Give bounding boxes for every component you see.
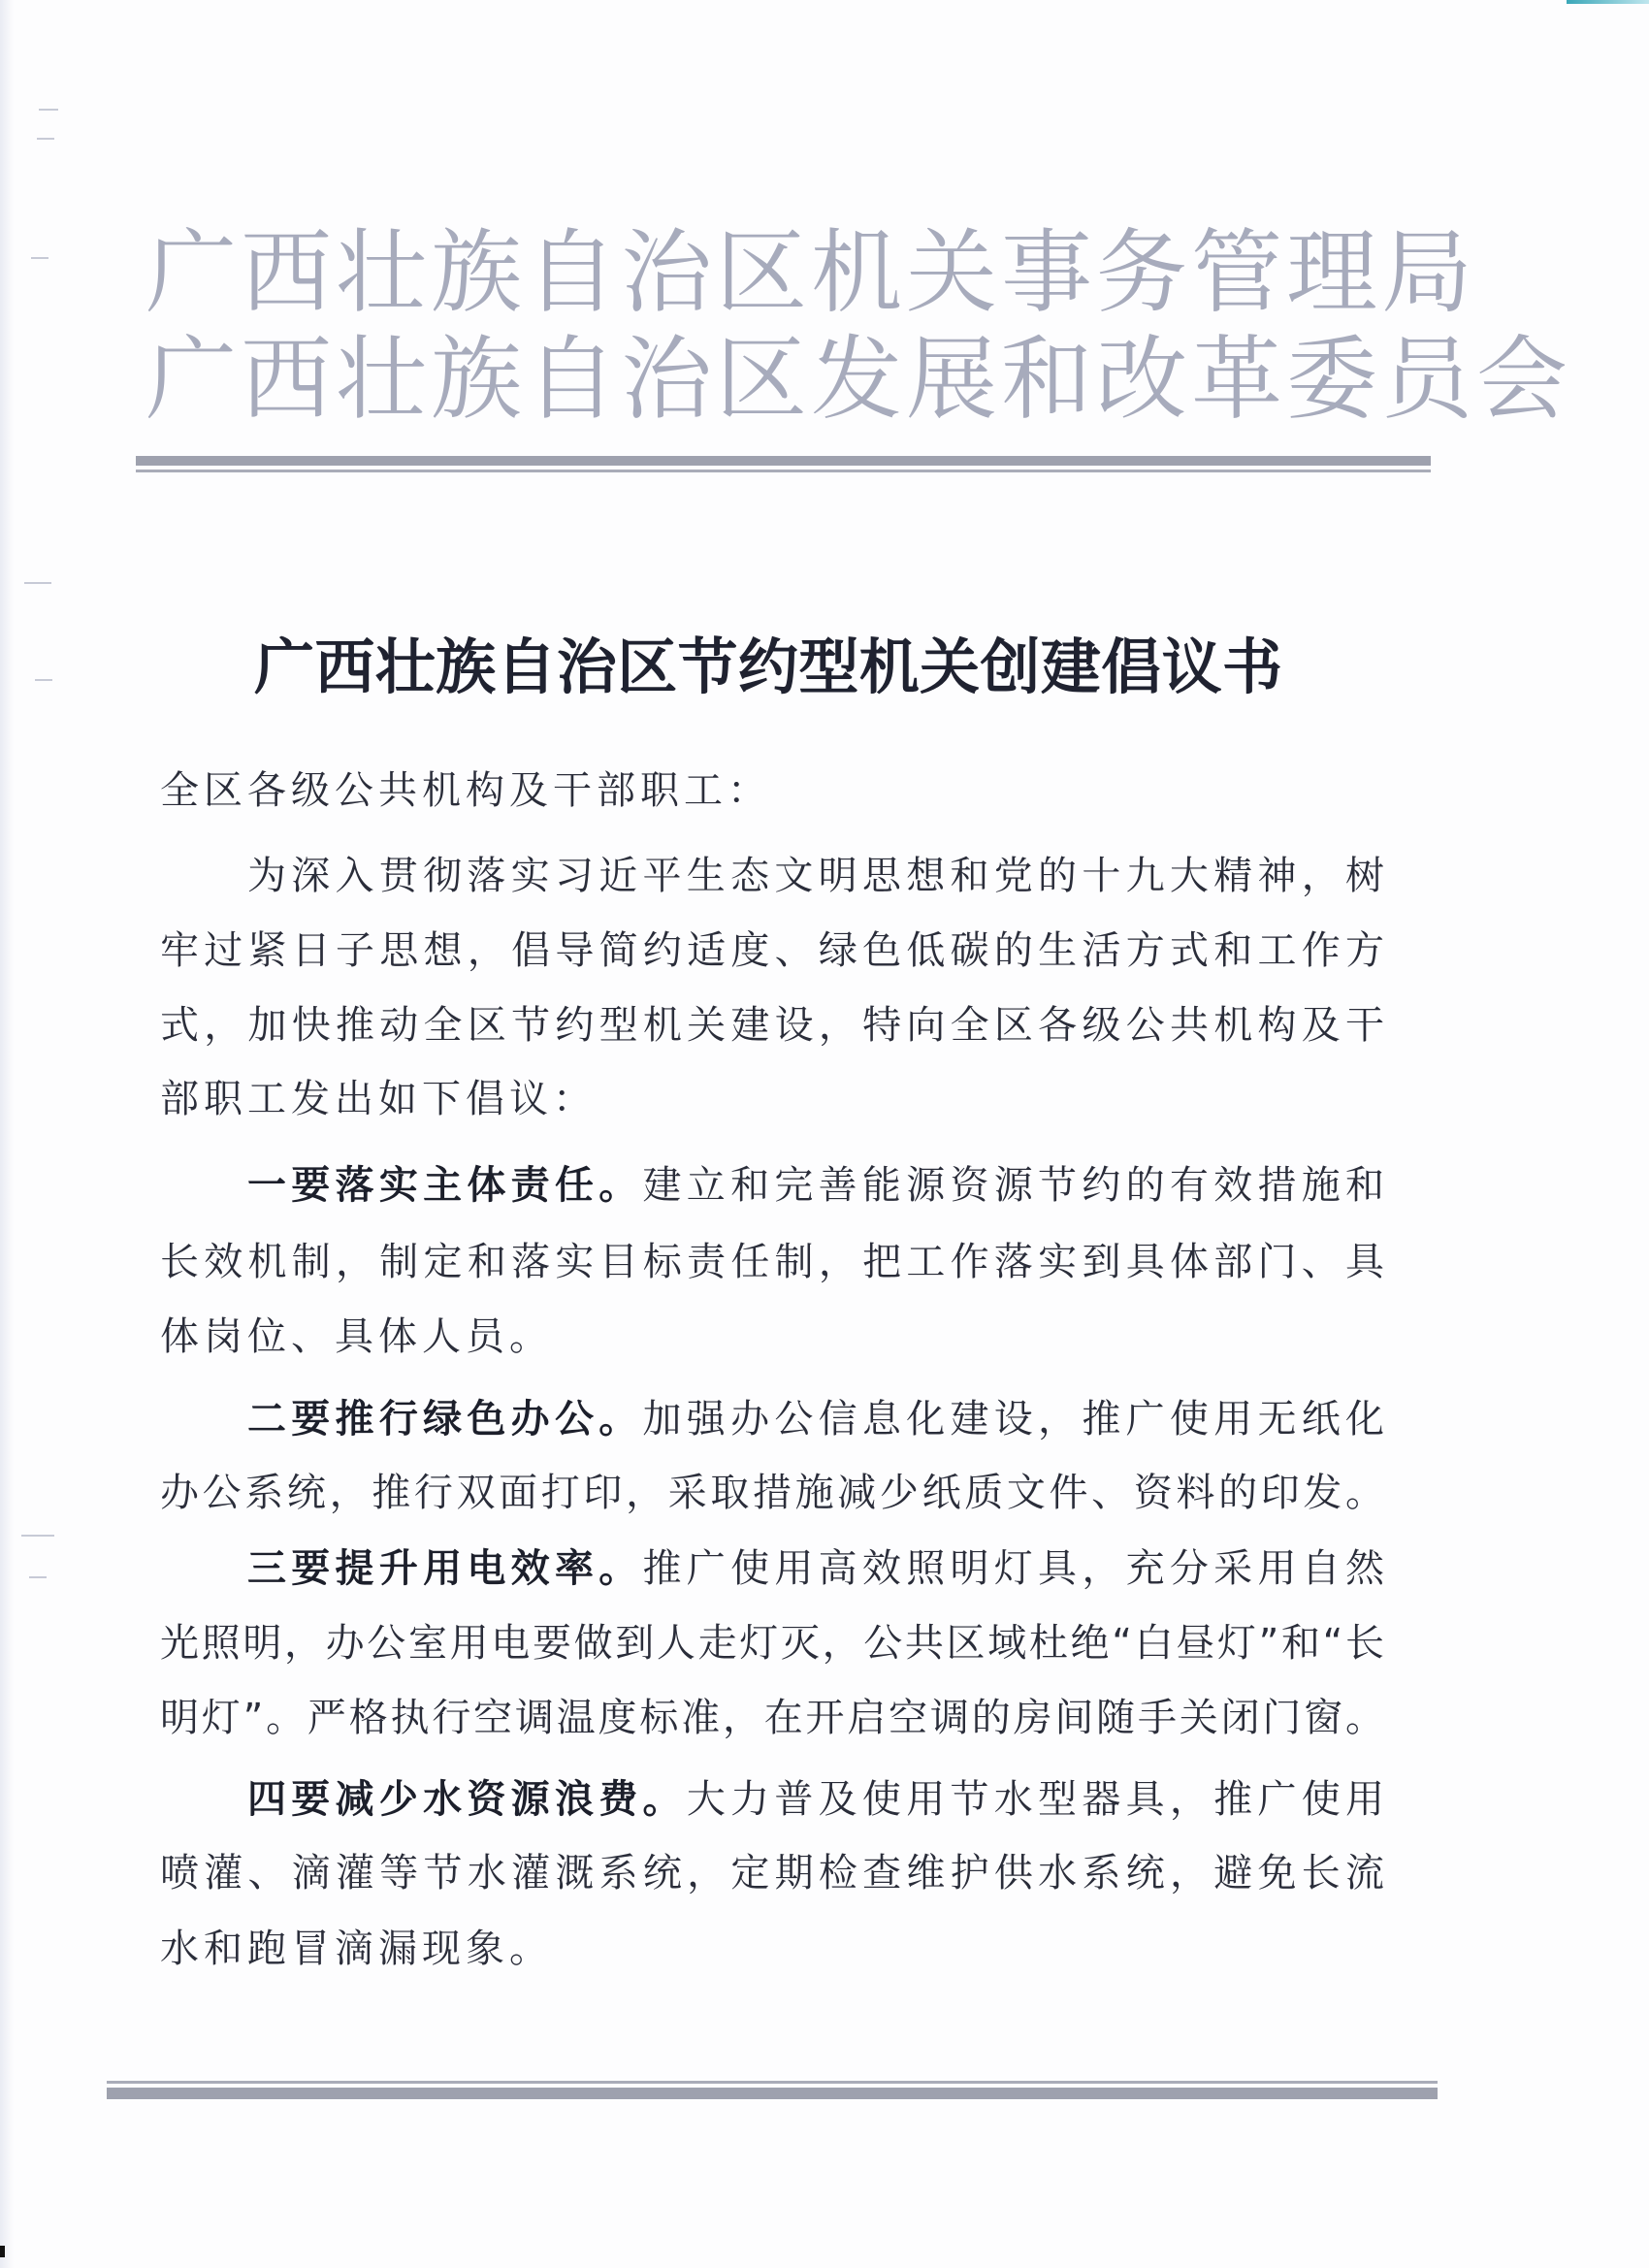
issuing-org-2: 广西壮族自治区发展和改革委员会 bbox=[146, 327, 1572, 433]
proposal-line: 办公系统，推行双面打印，采取措施减少纸质文件、资料的印发。 bbox=[160, 1471, 1384, 1515]
proposal-line: 明灯”。严格执行空调温度标准，在开启空调的房间随手关闭门窗。 bbox=[160, 1696, 1384, 1740]
scan-page-edge bbox=[0, 0, 14, 2268]
proposal-heading: 一要落实主体责任。 bbox=[247, 1163, 643, 1208]
binding-hole-mark bbox=[21, 1535, 54, 1537]
proposal-line: 喷灌、滴灌等节水灌溉系统，定期检查维护供水系统，避免长流 bbox=[160, 1851, 1384, 1895]
salutation: 全区各级公共机构及干部职工： bbox=[160, 768, 771, 813]
proposal-first-line bbox=[247, 1775, 1384, 1824]
binding-hole-mark bbox=[35, 679, 52, 681]
footer-rule-thick bbox=[107, 2088, 1438, 2099]
scan-corner-mark-bottom bbox=[0, 2246, 5, 2257]
binding-hole-mark bbox=[29, 1576, 47, 1578]
intro-line: 部职工发出如下倡议： bbox=[160, 1077, 597, 1121]
binding-hole-mark bbox=[31, 257, 48, 259]
proposal-line: 光照明，办公室用电要做到人走灯灭，公共区域杜绝“白昼灯”和“长 bbox=[160, 1621, 1384, 1666]
proposal-first-line bbox=[247, 1161, 1384, 1210]
proposal-first-line bbox=[247, 1395, 1384, 1443]
proposal-first-line bbox=[247, 1544, 1384, 1593]
proposal-line: 体岗位、具体人员。 bbox=[160, 1314, 553, 1359]
proposal-heading: 四要减少水资源浪费。 bbox=[247, 1777, 687, 1822]
footer-rule-thin bbox=[107, 2081, 1438, 2084]
proposal-text: 加强办公信息化建设，推广使用无纸化 bbox=[642, 1397, 1385, 1442]
binding-hole-mark bbox=[39, 109, 58, 111]
letterhead-rule-thick bbox=[136, 456, 1431, 466]
proposal-line: 水和跑冒滴漏现象。 bbox=[160, 1927, 553, 1971]
binding-hole-mark bbox=[37, 138, 54, 140]
issuing-org-1: 广西壮族自治区机关事务管理局 bbox=[146, 220, 1477, 326]
proposal-text: 推广使用高效照明灯具，充分采用自然 bbox=[642, 1546, 1385, 1591]
proposal-line: 长效机制，制定和落实目标责任制，把工作落实到具体部门、具 bbox=[160, 1240, 1384, 1284]
proposal-text: 大力普及使用节水型器具，推广使用 bbox=[686, 1777, 1385, 1822]
proposal-text: 建立和完善能源资源节约的有效措施和 bbox=[642, 1163, 1385, 1208]
document-title: 广西壮族自治区节约型机关创建倡议书 bbox=[254, 631, 1282, 702]
scan-corner-mark bbox=[1567, 0, 1649, 4]
intro-line: 牢过紧日子思想，倡导简约适度、绿色低碳的生活方式和工作方 bbox=[160, 928, 1384, 973]
proposal-heading: 三要提升用电效率。 bbox=[247, 1546, 643, 1591]
proposal-heading: 二要推行绿色办公。 bbox=[247, 1397, 643, 1442]
letterhead-rule-thin bbox=[136, 470, 1431, 472]
intro-line: 式，加快推动全区节约型机关建设，特向全区各级公共机构及干 bbox=[160, 1003, 1384, 1048]
intro-line: 为深入贯彻落实习近平生态文明思想和党的十九大精神，树 bbox=[247, 854, 1384, 898]
binding-hole-mark bbox=[24, 582, 51, 584]
